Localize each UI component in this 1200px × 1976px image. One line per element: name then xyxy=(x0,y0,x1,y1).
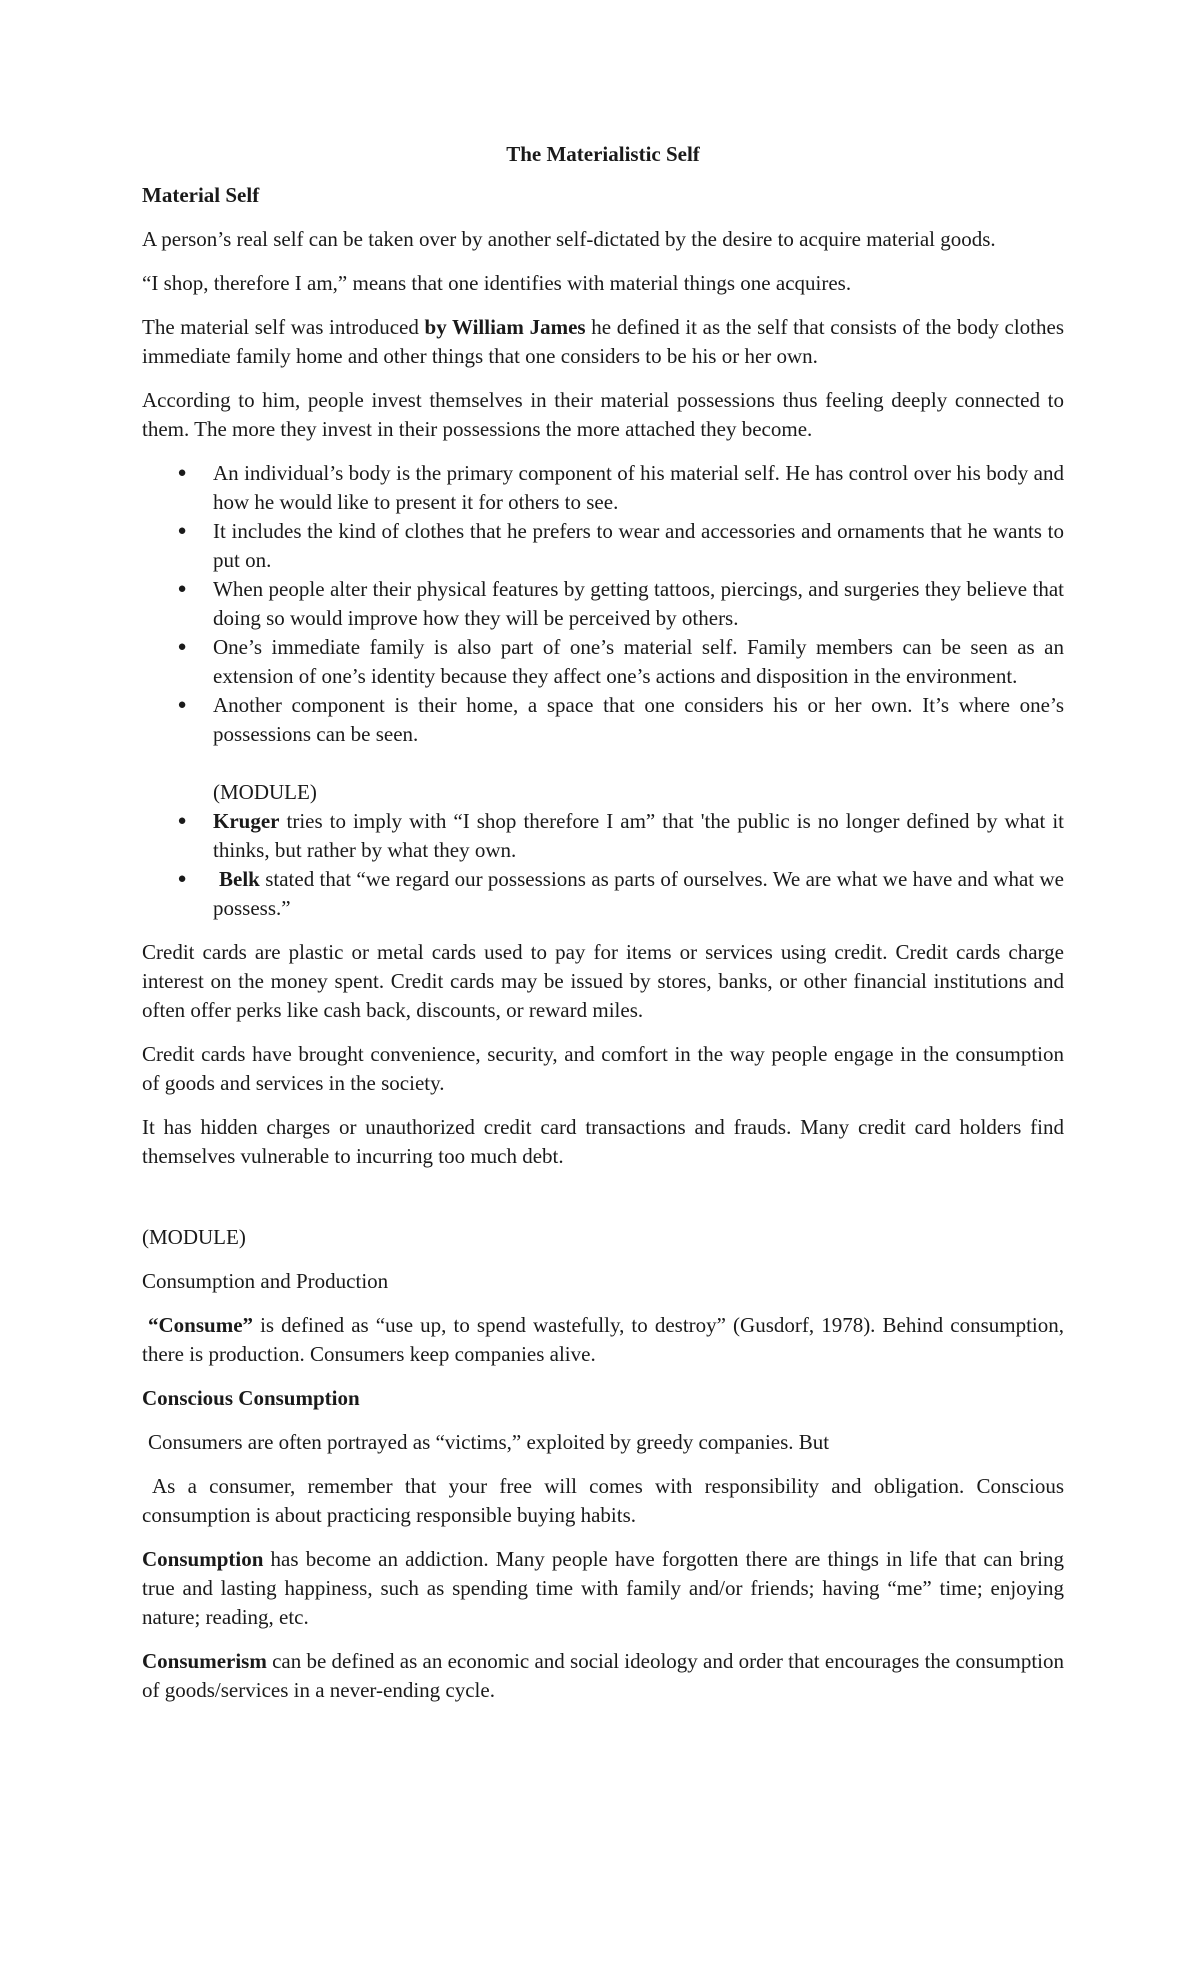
text-run: is defined as “use up, to spend wastefully, to destroy” (Gusdorf, 1978). Behind consumption, there is production. Consumers keep companies alive. xyxy=(142,1313,1064,1366)
section-heading-consumption-production: Consumption and Production xyxy=(142,1269,389,1293)
bold-text: Kruger xyxy=(213,809,280,833)
text-run: he defined it as the self that consists of the body clothes immediate family home and other things that one considers to be his or her own. xyxy=(142,315,1064,368)
paragraph: It has hidden charges or unauthorized credit card transactions and frauds. Many credit card holders find themselves vulnerable to incurring too much debt. xyxy=(142,1115,1064,1168)
text-run: Consumers are often portrayed as “victims,” exploited by greedy companies. But xyxy=(148,1430,830,1454)
bullet-list-components xyxy=(142,459,1064,749)
list-item xyxy=(142,517,1064,575)
text-run: As a consumer, remember that your free will comes with responsibility and obligation. Conscious consumption is about practicing responsible buying habits. xyxy=(142,1474,1064,1527)
document-title: The Materialistic Self xyxy=(506,142,700,166)
bold-text: Consumerism xyxy=(142,1649,267,1673)
paragraph-consumerism xyxy=(142,1647,1064,1705)
module-tag: (MODULE) xyxy=(213,780,317,804)
bullet-icon: ● xyxy=(177,697,187,713)
list-item-belk xyxy=(142,865,1064,923)
list-item-text: When people alter their physical features by getting tattoos, piercings, and surgeries they believe that doing so would improve how they will be perceived by others. xyxy=(213,577,1064,630)
paragraph-consumption xyxy=(142,1545,1064,1632)
paragraph xyxy=(142,1472,1064,1530)
list-item-text: Another component is their home, a space that one considers his or her own. It’s where one’s possessions can be seen. xyxy=(213,693,1064,746)
list-item-text: stated that “we regard our possessions as parts of ourselves. We are what we have and what we possess.” xyxy=(213,867,1064,920)
paragraph-credit-cards: Credit cards are plastic or metal cards used to pay for items or services using credit. Credit cards charge interest on the money spent. Credit cards may be issued by stores, banks, or other financial institutions and often offer perks like cash back, discounts, or reward miles. xyxy=(142,940,1064,1022)
bold-text: by William James xyxy=(424,315,586,339)
list-item-text: An individual’s body is the primary component of his material self. He has control over his body and how he would like to present it for others to see. xyxy=(213,461,1064,514)
paragraph xyxy=(142,1428,1064,1457)
list-item-text: tries to imply with “I shop therefore I am” that 'the public is no longer defined by what it thinks, but rather by what they own. xyxy=(213,809,1064,862)
section-heading-material-self: Material Self xyxy=(142,183,260,207)
list-item-text: One’s immediate family is also part of one’s material self. Family members can be seen as an extension of one’s identity because they affect one’s actions and disposition in the environment. xyxy=(213,635,1064,688)
bullet-icon: ● xyxy=(177,813,187,829)
bold-text: “Consume” xyxy=(148,1313,254,1337)
bold-text: Consumption xyxy=(142,1547,264,1571)
paragraph: According to him, people invest themselves in their material possessions thus feeling deeply connected to them. The more they invest in their possessions the more attached they become. xyxy=(142,388,1064,441)
bullet-icon: ● xyxy=(177,639,187,655)
paragraph-consume xyxy=(142,1311,1064,1369)
bullet-icon: ● xyxy=(177,523,187,539)
paragraph: Credit cards have brought convenience, security, and comfort in the way people engage in the consumption of goods and services in the society. xyxy=(142,1042,1064,1095)
bullet-icon: ● xyxy=(177,871,187,887)
list-item xyxy=(142,691,1064,749)
document-body xyxy=(142,140,1064,1720)
bullet-list-authors xyxy=(142,807,1064,923)
list-item xyxy=(142,459,1064,517)
text-run: can be defined as an economic and social ideology and order that encourages the consumption of goods/services in a never-ending cycle. xyxy=(142,1649,1064,1702)
list-item-kruger xyxy=(142,807,1064,865)
list-item-text: It includes the kind of clothes that he prefers to wear and accessories and ornaments that he wants to put on. xyxy=(213,519,1064,572)
paragraph: “I shop, therefore I am,” means that one identifies with material things one acquires. xyxy=(142,271,852,295)
bullet-icon: ● xyxy=(177,581,187,597)
paragraph-william-james xyxy=(142,313,1064,371)
text-run: The material self was introduced xyxy=(142,315,425,339)
bullet-icon: ● xyxy=(177,465,187,481)
spacer xyxy=(142,1186,1064,1223)
list-item xyxy=(142,633,1064,691)
text-run: has become an addiction. Many people have forgotten there are things in life that can bring true and lasting happiness, such as spending time with family and/or friends; having “me” time; enjoying nature; reading, etc. xyxy=(142,1547,1064,1629)
paragraph: A person’s real self can be taken over by another self-dictated by the desire to acquire material goods. xyxy=(142,227,996,251)
module-tag: (MODULE) xyxy=(142,1225,246,1249)
list-item xyxy=(142,575,1064,633)
bold-text: Belk xyxy=(219,867,260,891)
section-heading-conscious-consumption: Conscious Consumption xyxy=(142,1386,360,1410)
